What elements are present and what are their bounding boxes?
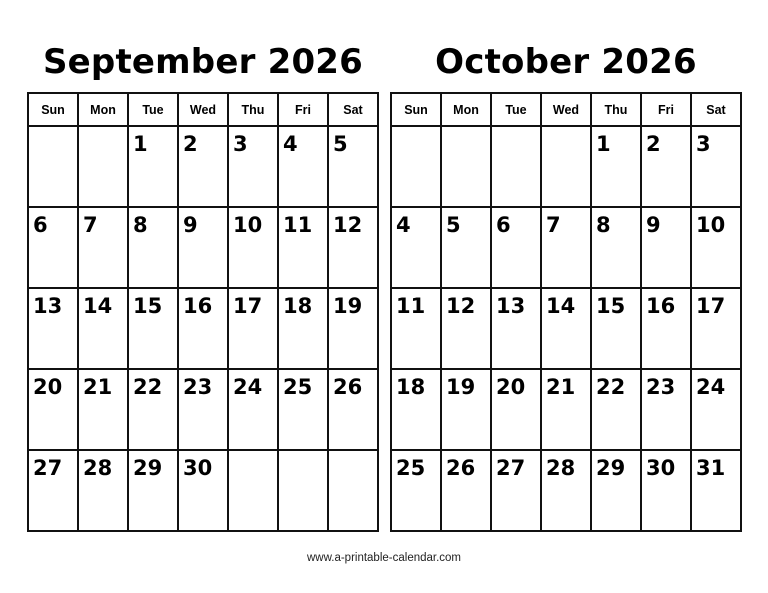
day-cell (491, 288, 541, 369)
day-cell (178, 126, 228, 207)
day-number: 17 (233, 294, 263, 318)
day-cell (28, 207, 78, 288)
day-number: 7 (83, 213, 98, 237)
day-cell (691, 207, 741, 288)
day-cell (178, 207, 228, 288)
day-cell (591, 288, 641, 369)
day-number: 10 (233, 213, 263, 237)
day-cell (441, 450, 491, 531)
day-cell (128, 450, 178, 531)
day-number: 20 (496, 375, 526, 399)
day-cell (391, 288, 441, 369)
weekday-header: Mon (441, 93, 491, 126)
day-cell (691, 288, 741, 369)
day-cell (328, 369, 378, 450)
weekday-header: Sat (328, 93, 378, 126)
weekday-header-row (391, 93, 741, 126)
weekday-header: Wed (541, 93, 591, 126)
day-number: 28 (546, 456, 576, 480)
day-number: 6 (33, 213, 48, 237)
day-number: 7 (546, 213, 561, 237)
day-number: 25 (283, 375, 313, 399)
day-cell (691, 369, 741, 450)
day-cell (178, 369, 228, 450)
weekday-header: Mon (78, 93, 128, 126)
day-cell (278, 207, 328, 288)
day-cell (278, 288, 328, 369)
day-number: 21 (83, 375, 113, 399)
week-row (28, 126, 378, 207)
day-cell (28, 288, 78, 369)
empty-day-cell (28, 126, 78, 207)
weekday-header: Wed (178, 93, 228, 126)
empty-day-cell (441, 126, 491, 207)
day-number: 3 (233, 132, 248, 156)
empty-day-cell (541, 126, 591, 207)
day-number: 24 (696, 375, 726, 399)
month-title: September 2026 (42, 42, 364, 82)
empty-day-cell (491, 126, 541, 207)
day-number: 3 (696, 132, 711, 156)
day-number: 16 (646, 294, 676, 318)
day-number: 30 (646, 456, 676, 480)
day-cell (328, 288, 378, 369)
week-row (391, 207, 741, 288)
day-cell (541, 450, 591, 531)
day-cell (691, 126, 741, 207)
day-number: 23 (183, 375, 213, 399)
day-number: 5 (446, 213, 461, 237)
day-number: 15 (133, 294, 163, 318)
day-number: 1 (596, 132, 611, 156)
day-cell (328, 207, 378, 288)
day-number: 17 (696, 294, 726, 318)
day-cell (541, 207, 591, 288)
day-number: 29 (133, 456, 163, 480)
weekday-header-row (28, 93, 378, 126)
day-number: 9 (646, 213, 661, 237)
day-cell (128, 369, 178, 450)
day-cell (441, 207, 491, 288)
week-row (28, 369, 378, 450)
week-rows (391, 126, 741, 531)
day-number: 13 (33, 294, 63, 318)
weekday-header: Sun (28, 93, 78, 126)
day-cell (591, 207, 641, 288)
weekday-header: Sun (391, 93, 441, 126)
day-number: 5 (333, 132, 348, 156)
empty-day-cell (78, 126, 128, 207)
day-number: 21 (546, 375, 576, 399)
day-cell (391, 450, 441, 531)
day-number: 6 (496, 213, 511, 237)
empty-day-cell (278, 450, 328, 531)
day-cell (591, 369, 641, 450)
weekday-header: Tue (491, 93, 541, 126)
day-number: 15 (596, 294, 626, 318)
week-row (28, 288, 378, 369)
day-cell (591, 450, 641, 531)
week-row (391, 126, 741, 207)
day-number: 27 (33, 456, 63, 480)
footer-url: www.a-printable-calendar.com (306, 552, 462, 564)
day-cell (641, 450, 691, 531)
day-cell (641, 126, 691, 207)
weekday-header: Tue (128, 93, 178, 126)
day-number: 27 (496, 456, 526, 480)
day-number: 24 (233, 375, 263, 399)
week-rows (28, 126, 378, 531)
day-cell (128, 207, 178, 288)
day-cell (128, 126, 178, 207)
empty-day-cell (328, 450, 378, 531)
day-cell (641, 207, 691, 288)
day-cell (328, 126, 378, 207)
day-cell (641, 369, 691, 450)
day-number: 28 (83, 456, 113, 480)
day-number: 25 (396, 456, 426, 480)
day-number: 11 (396, 294, 426, 318)
day-cell (28, 369, 78, 450)
day-number: 12 (446, 294, 476, 318)
day-number: 10 (696, 213, 726, 237)
day-cell (591, 126, 641, 207)
day-cell (691, 450, 741, 531)
day-cell (441, 369, 491, 450)
day-number: 9 (183, 213, 198, 237)
day-cell (541, 369, 591, 450)
day-cell (228, 126, 278, 207)
day-number: 4 (396, 213, 411, 237)
day-cell (78, 288, 128, 369)
day-number: 4 (283, 132, 298, 156)
day-cell (228, 369, 278, 450)
weekday-header: Fri (641, 93, 691, 126)
week-row (391, 369, 741, 450)
day-cell (28, 450, 78, 531)
day-number: 19 (333, 294, 363, 318)
day-number: 26 (446, 456, 476, 480)
empty-day-cell (228, 450, 278, 531)
week-row (391, 288, 741, 369)
day-cell (491, 369, 541, 450)
weekday-header: Thu (591, 93, 641, 126)
day-number: 1 (133, 132, 148, 156)
day-number: 8 (133, 213, 148, 237)
weekday-header: Fri (278, 93, 328, 126)
week-row (28, 450, 378, 531)
empty-day-cell (391, 126, 441, 207)
month-grid (390, 92, 742, 532)
month-grid (27, 92, 379, 532)
day-cell (78, 450, 128, 531)
day-number: 12 (333, 213, 363, 237)
day-cell (278, 126, 328, 207)
day-cell (78, 369, 128, 450)
day-number: 13 (496, 294, 526, 318)
week-row (391, 450, 741, 531)
day-cell (491, 207, 541, 288)
day-cell (178, 450, 228, 531)
week-row (28, 207, 378, 288)
day-number: 20 (33, 375, 63, 399)
day-cell (228, 207, 278, 288)
day-number: 23 (646, 375, 676, 399)
day-cell (541, 288, 591, 369)
day-number: 22 (133, 375, 163, 399)
day-number: 31 (696, 456, 726, 480)
day-cell (391, 207, 441, 288)
day-number: 16 (183, 294, 213, 318)
day-cell (128, 288, 178, 369)
day-cell (178, 288, 228, 369)
day-cell (441, 288, 491, 369)
day-number: 19 (446, 375, 476, 399)
day-number: 26 (333, 375, 363, 399)
day-number: 18 (283, 294, 313, 318)
day-cell (491, 450, 541, 531)
day-cell (228, 288, 278, 369)
day-number: 14 (83, 294, 113, 318)
day-cell (391, 369, 441, 450)
day-number: 2 (646, 132, 661, 156)
day-number: 14 (546, 294, 576, 318)
day-number: 18 (396, 375, 426, 399)
month-title: October 2026 (435, 42, 697, 82)
day-number: 2 (183, 132, 198, 156)
day-number: 8 (596, 213, 611, 237)
day-number: 30 (183, 456, 213, 480)
day-cell (278, 369, 328, 450)
day-cell (78, 207, 128, 288)
day-number: 22 (596, 375, 626, 399)
day-number: 29 (596, 456, 626, 480)
day-cell (641, 288, 691, 369)
weekday-header: Sat (691, 93, 741, 126)
weekday-header: Thu (228, 93, 278, 126)
day-number: 11 (283, 213, 313, 237)
